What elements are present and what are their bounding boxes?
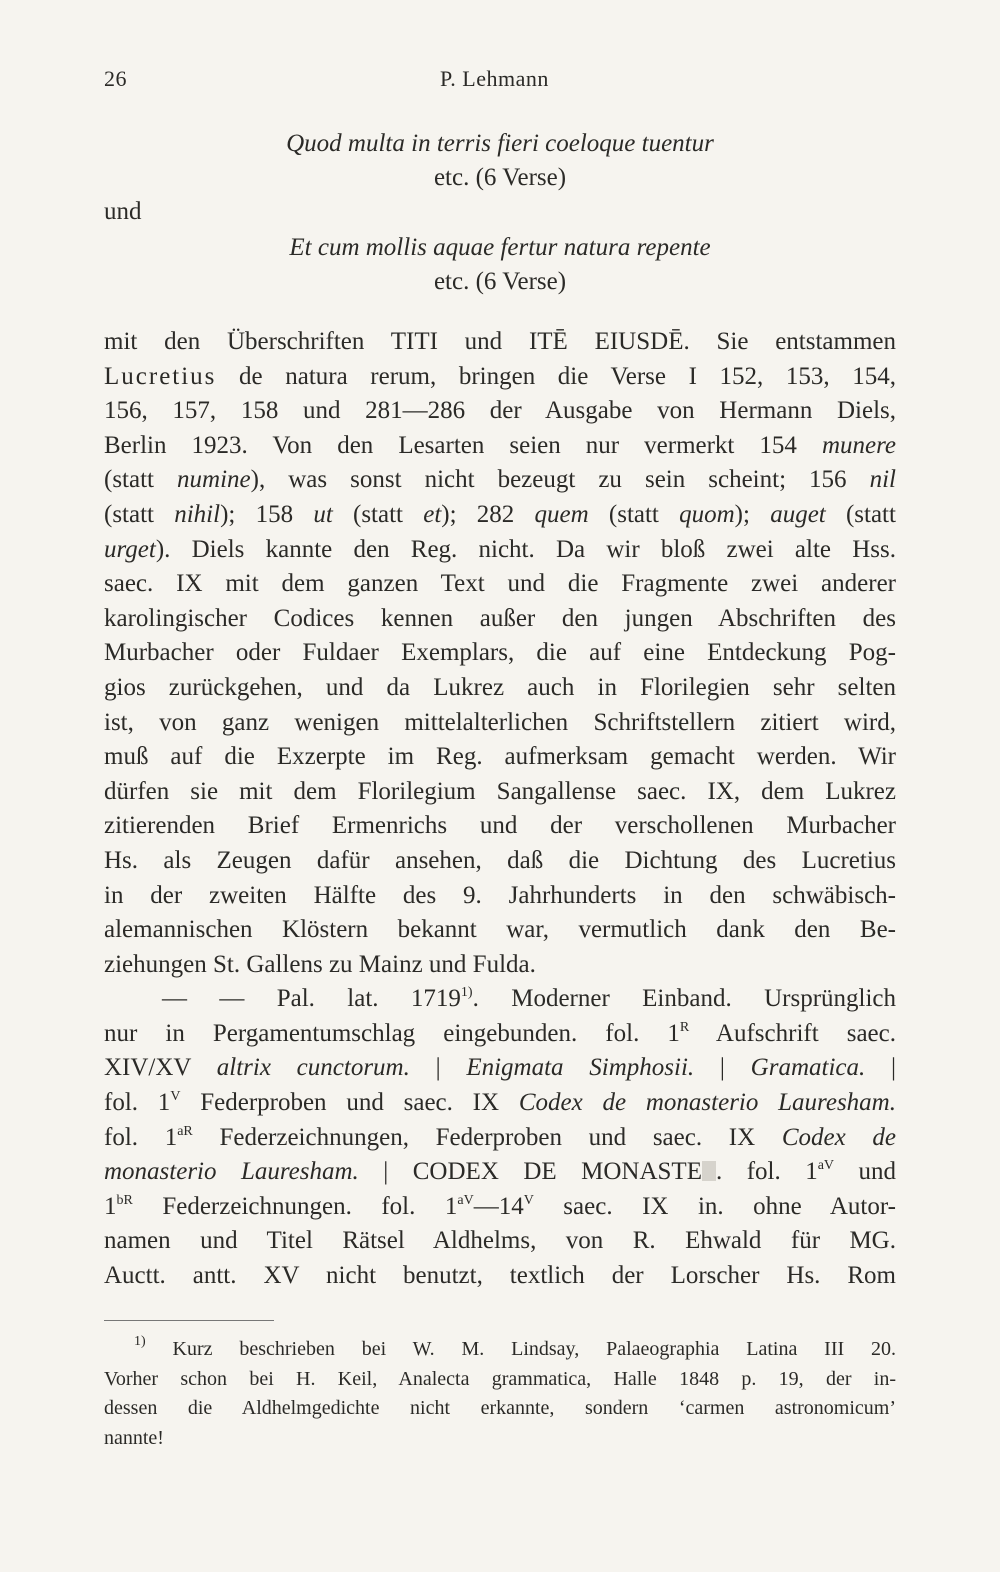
footnote-marker: 1) [134,1334,146,1349]
text-span: ), was sonst nicht bezeugt zu sein scheint; 156 [250,466,870,494]
footnotes [104,1335,896,1453]
text-line [104,1155,896,1190]
verse-etc-1: etc. (6 Verse) [433,164,567,191]
text-span: (statt [588,500,680,528]
text-line: Hs. als Zeugen dafür ansehen, daß die Dichtung des Lucretius [104,846,896,874]
italic-title: Enigmata Simphosii. [466,1054,695,1082]
italic-reading: ut [313,500,333,528]
text-line [104,1051,896,1086]
text-line [104,360,896,395]
footnote-rule [104,1320,274,1321]
text-line [104,498,896,533]
text-line [104,1086,896,1121]
text-line: 156, 157, 158 und 281—286 der Ausgabe von Hermann Diels, [104,397,896,425]
spaced-name: Lucretius [104,362,217,390]
italic-title: Gramatica. [750,1054,866,1082]
text-span: ). Diels kannte den Reg. nicht. Da wir bloß zwei alte Hss. [155,535,896,563]
italic-reading: urget [104,535,156,563]
italic-reading: quom [679,500,735,528]
text-span: | CODEX DE MONASTE [358,1158,702,1186]
verse-quote-1 [0,130,1000,158]
text-span: (statt [825,500,896,528]
footnote-ref: 1) [460,985,473,1001]
text-line: saec. IX mit dem ganzen Text und die Fragmente zwei anderer [104,570,896,598]
text-line [104,463,896,498]
page-number: 26 [104,66,127,91]
body-text [104,325,896,1294]
text-span: —14 [473,1192,524,1220]
text-line: muß auf die Exzerpte im Reg. aufmerksam gemacht werden. Wir [104,743,896,771]
text-span: . fol. 1 [715,1158,818,1186]
text-span: Kurz beschrieben bei W. M. Lindsay, Palaeographia Latina III 20. [145,1338,896,1360]
text-span: fol. 1 [104,1089,171,1117]
folio-sup: aV [457,1192,474,1208]
smudge-mark [702,1161,716,1181]
italic-reading: munere [821,431,896,459]
italic-reading: nihil [174,500,221,528]
italic-title: Codex de monasterio Lauresham. [518,1089,896,1117]
italic-title: monasterio Lauresham. [104,1158,359,1186]
italic-reading: nil [869,466,896,494]
folio-sup: aV [817,1158,835,1174]
folio-sup: aR [177,1123,193,1139]
page-header [104,66,896,106]
text-span: saec. IX in. ohne Autor- [533,1192,896,1220]
text-line: zitierenden Brief Ermenrichs und der verschollenen Murbacher [104,812,896,840]
text-line [104,533,896,568]
text-line [104,429,896,464]
text-line: mit den Überschriften TITI und ITĒ EIUSDĒ. Sie entstammen [104,328,896,355]
verse-etc-2: etc. (6 Verse) [433,268,567,295]
text-line: karolingischer Codices kennen außer den jungen Abschriften des [104,604,896,632]
text-span: ); 158 [220,500,314,528]
text-line: ist, von ganz wenigen mittelalterlichen Schriftstellern zitiert wird, [104,708,896,736]
running-head-author: P. Lehmann [440,66,549,91]
text-span: und [834,1158,897,1186]
connector-und: und [104,198,142,225]
text-span: ); [734,500,771,528]
text-line: Auctt. antt. XV nicht benutzt, textlich der Lorscher Hs. Rom [104,1262,896,1290]
text-span: (statt [104,466,178,494]
footnote-line: dessen die Aldhelmgedichte nicht erkannte, sondern ‘carmen astronomicum’ [104,1397,896,1419]
text-span: | [865,1054,896,1082]
text-span: . Moderner Einband. Ursprünglich [472,985,897,1013]
text-line: in der zweiten Hälfte des 9. Jahrhunderts in den schwäbisch- [104,881,896,909]
text-span: (statt [104,500,175,528]
text-span: Federzeichnungen, Federproben und saec. IX [192,1123,782,1151]
text-span: | [409,1054,467,1082]
folio-sup: bR [116,1192,133,1208]
italic-reading: auget [770,500,826,528]
text-span: Berlin 1923. Von den Lesarten seien nur vermerkt 154 [104,431,822,459]
text-span: 1 [104,1192,117,1220]
text-span: (statt [332,500,424,528]
text-line [104,1121,896,1156]
footnote-line: Vorher schon bei H. Keil, Analecta grammatica, Halle 1848 p. 19, der in- [104,1367,896,1390]
text-line: ziehungen St. Gallens zu Mainz und Fulda. [104,950,536,978]
verse-text: Et cum mollis aquae fertur natura repente [289,234,711,261]
folio-sup: V [523,1192,534,1208]
text-line: dürfen sie mit dem Florilegium Sangallense saec. IX, dem Lukrez [104,777,896,805]
text-span: ); 282 [441,500,535,528]
text-span: — — Pal. lat. 1719 [162,985,461,1013]
verse-text: Quod multa in terris fieri coeloque tuentur [286,130,714,157]
text-line [104,1017,896,1052]
italic-reading: numine [177,466,251,494]
italic-title: Codex de [781,1123,896,1151]
footnote-line: nannte! [104,1426,164,1449]
text-line: namen und Titel Rätsel Aldhelms, von R. Ehwald für MG. [104,1227,896,1255]
text-line: Murbacher oder Fuldaer Exemplars, die auf eine Entdeckung Pog- [104,639,896,667]
footnote-line [104,1335,896,1365]
verse-quote-2 [0,234,1000,262]
folio-sup: V [170,1089,181,1105]
text-line: alemannischen Klöstern bekannt war, vermutlich dank den Be- [104,916,896,944]
text-span: Federzeichnungen. fol. 1 [132,1192,458,1220]
text-span: XIV/XV [104,1054,217,1082]
italic-reading: quem [534,500,589,528]
italic-title: altrix cunctorum. [216,1054,410,1082]
text-span: | [694,1054,751,1082]
text-line [104,982,896,1017]
text-span: fol. 1 [104,1123,178,1151]
text-span: Aufschrift saec. [689,1019,897,1047]
text-span: de natura rerum, bringen die Verse I 152, 153, 154, [216,362,896,390]
italic-reading: et [423,500,442,528]
text-span: Federproben und saec. IX [180,1089,519,1117]
text-line [104,1190,896,1225]
folio-sup: R [679,1019,690,1035]
text-span: nur in Pergamentumschlag eingebunden. fol. 1 [104,1019,680,1047]
text-line: gios zurückgehen, und da Lukrez auch in Florilegien sehr selten [104,673,896,701]
